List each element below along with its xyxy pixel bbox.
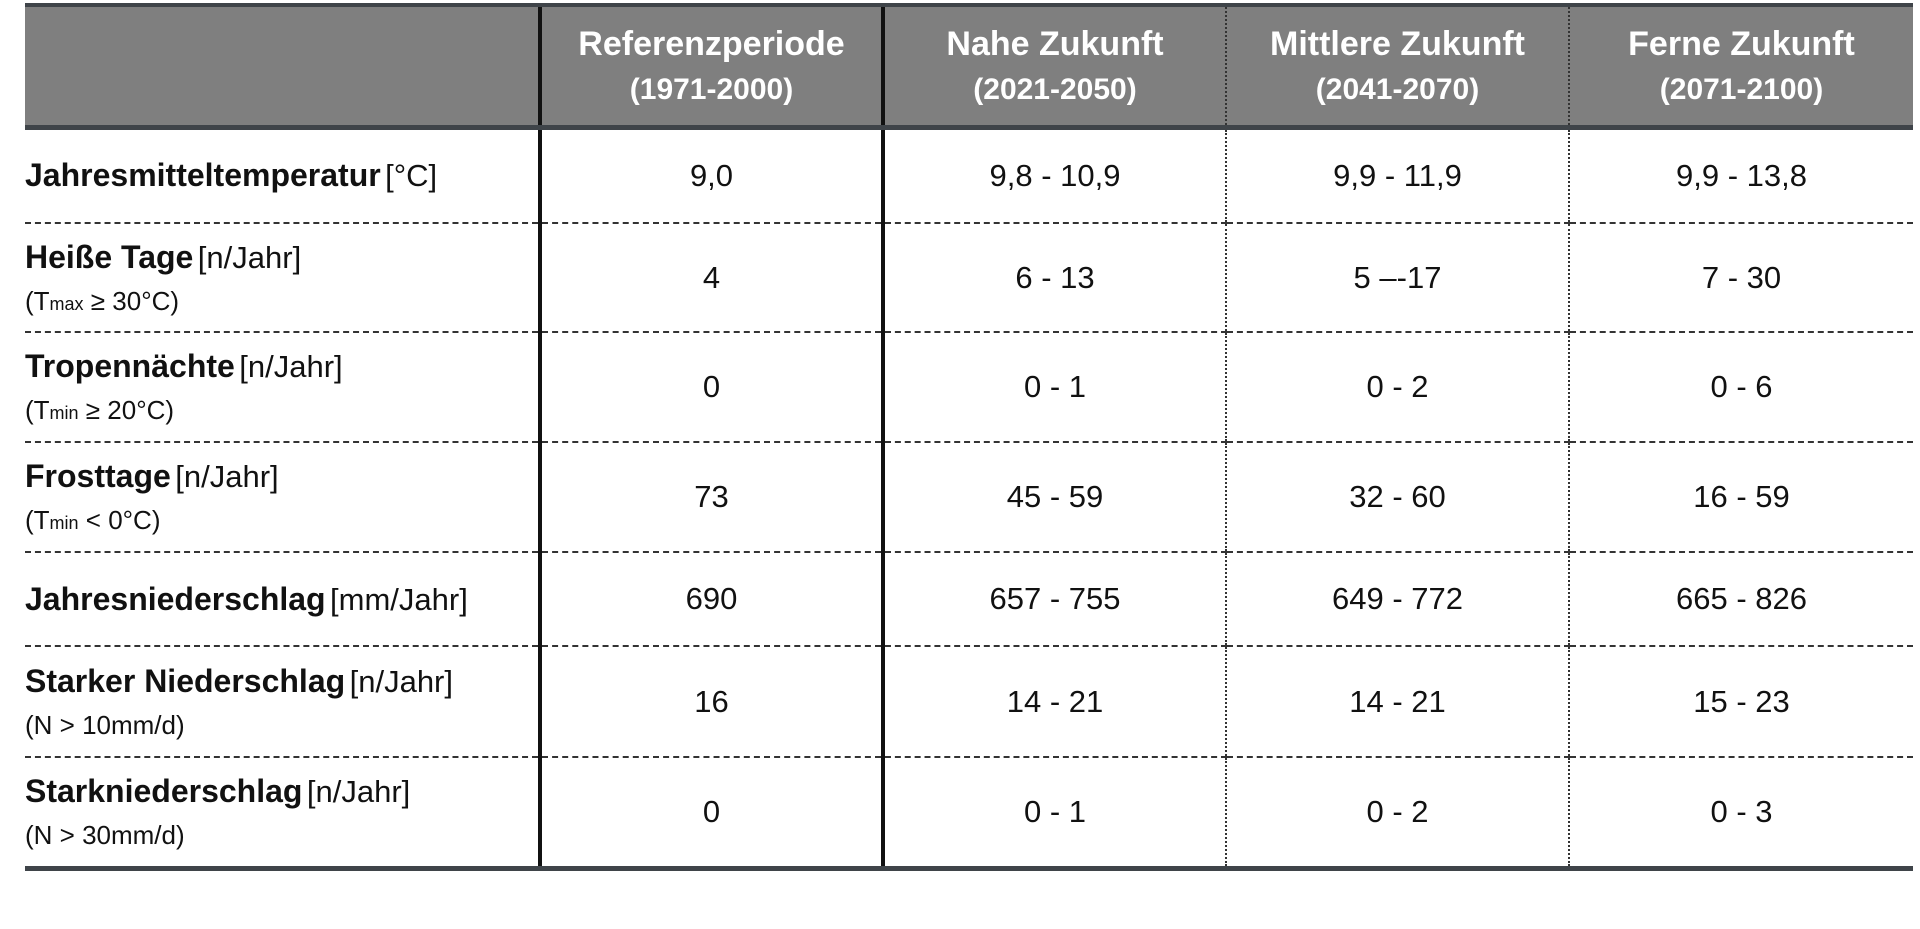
value-far-future: 7 - 30 <box>1569 223 1913 332</box>
indicator-name: Frosttage <box>25 458 171 494</box>
row-label <box>25 552 540 646</box>
value-reference: 0 <box>540 757 883 868</box>
table-row <box>25 442 1913 552</box>
indicator-unit: [°C] <box>385 158 438 194</box>
value-near-future: 14 - 21 <box>883 646 1226 757</box>
row-label <box>25 127 540 223</box>
header-period: (1971-2000) <box>629 72 794 106</box>
value-mid-future: 32 - 60 <box>1226 442 1569 552</box>
indicator-unit: [mm/Jahr] <box>330 581 468 617</box>
row-label <box>25 757 540 868</box>
value-far-future: 0 - 6 <box>1569 332 1913 442</box>
indicator-threshold: (Tmax ≥ 30°C) <box>25 285 180 316</box>
indicator-unit: [n/Jahr] <box>306 773 411 809</box>
value-near-future: 0 - 1 <box>883 332 1226 442</box>
row-label <box>25 332 540 442</box>
header-far-future <box>1569 5 1913 127</box>
value-far-future: 665 - 826 <box>1569 552 1913 646</box>
indicator-threshold: (N > 30mm/d) <box>25 819 185 850</box>
header-row <box>25 5 1913 127</box>
header-title: Referenzperiode <box>578 24 845 63</box>
indicator-threshold: (N > 10mm/d) <box>25 709 185 740</box>
value-far-future: 15 - 23 <box>1569 646 1913 757</box>
header-title: Nahe Zukunft <box>946 24 1164 63</box>
row-label <box>25 442 540 552</box>
header-period: (2041-2070) <box>1315 72 1480 106</box>
value-mid-future: 0 - 2 <box>1226 332 1569 442</box>
value-far-future: 0 - 3 <box>1569 757 1913 868</box>
value-reference: 690 <box>540 552 883 646</box>
header-near-future <box>883 5 1226 127</box>
indicator-name: Starker Niederschlag <box>25 662 346 699</box>
indicator-threshold: (Tmin < 0°C) <box>25 505 161 535</box>
value-near-future: 0 - 1 <box>883 757 1226 868</box>
indicator-name: Tropennächte <box>25 348 235 384</box>
value-reference: 73 <box>540 442 883 552</box>
header-period: (2071-2100) <box>1659 72 1824 106</box>
value-far-future: 9,9 - 13,8 <box>1569 127 1913 223</box>
climate-projection-table <box>25 3 1913 871</box>
value-near-future: 657 - 755 <box>883 552 1226 646</box>
indicator-name: Starkniederschlag <box>25 772 303 809</box>
value-reference: 0 <box>540 332 883 442</box>
header-corner-cell <box>25 5 540 127</box>
table-row <box>25 332 1913 442</box>
value-reference: 4 <box>540 223 883 332</box>
row-label <box>25 646 540 757</box>
header-reference-period <box>540 5 883 127</box>
value-far-future: 16 - 59 <box>1569 442 1913 552</box>
table-row <box>25 646 1913 757</box>
value-reference: 9,0 <box>540 127 883 223</box>
value-near-future: 6 - 13 <box>883 223 1226 332</box>
indicator-unit: [n/Jahr] <box>197 239 302 275</box>
header-title: Mittlere Zukunft <box>1270 24 1525 63</box>
indicator-name: Jahresmitteltemperatur <box>25 157 381 194</box>
indicator-threshold: (Tmin ≥ 20°C) <box>25 395 175 425</box>
header-title: Ferne Zukunft <box>1628 24 1855 63</box>
value-near-future: 45 - 59 <box>883 442 1226 552</box>
indicator-unit: [n/Jahr] <box>349 663 453 699</box>
indicator-name: Heiße Tage <box>25 238 194 275</box>
value-mid-future: 5 –-17 <box>1226 223 1569 332</box>
header-period: (2021-2050) <box>973 72 1137 106</box>
value-mid-future: 649 - 772 <box>1226 552 1569 646</box>
row-label <box>25 223 540 332</box>
table-row <box>25 223 1913 332</box>
value-mid-future: 9,9 - 11,9 <box>1226 127 1569 223</box>
header-mid-future <box>1226 5 1569 127</box>
table-row <box>25 552 1913 646</box>
table-row <box>25 757 1913 868</box>
indicator-unit: [n/Jahr] <box>175 459 279 494</box>
table-row <box>25 127 1913 223</box>
indicator-unit: [n/Jahr] <box>239 349 343 384</box>
value-mid-future: 0 - 2 <box>1226 757 1569 868</box>
value-near-future: 9,8 - 10,9 <box>883 127 1226 223</box>
value-reference: 16 <box>540 646 883 757</box>
indicator-name: Jahresniederschlag <box>25 580 326 617</box>
value-mid-future: 14 - 21 <box>1226 646 1569 757</box>
